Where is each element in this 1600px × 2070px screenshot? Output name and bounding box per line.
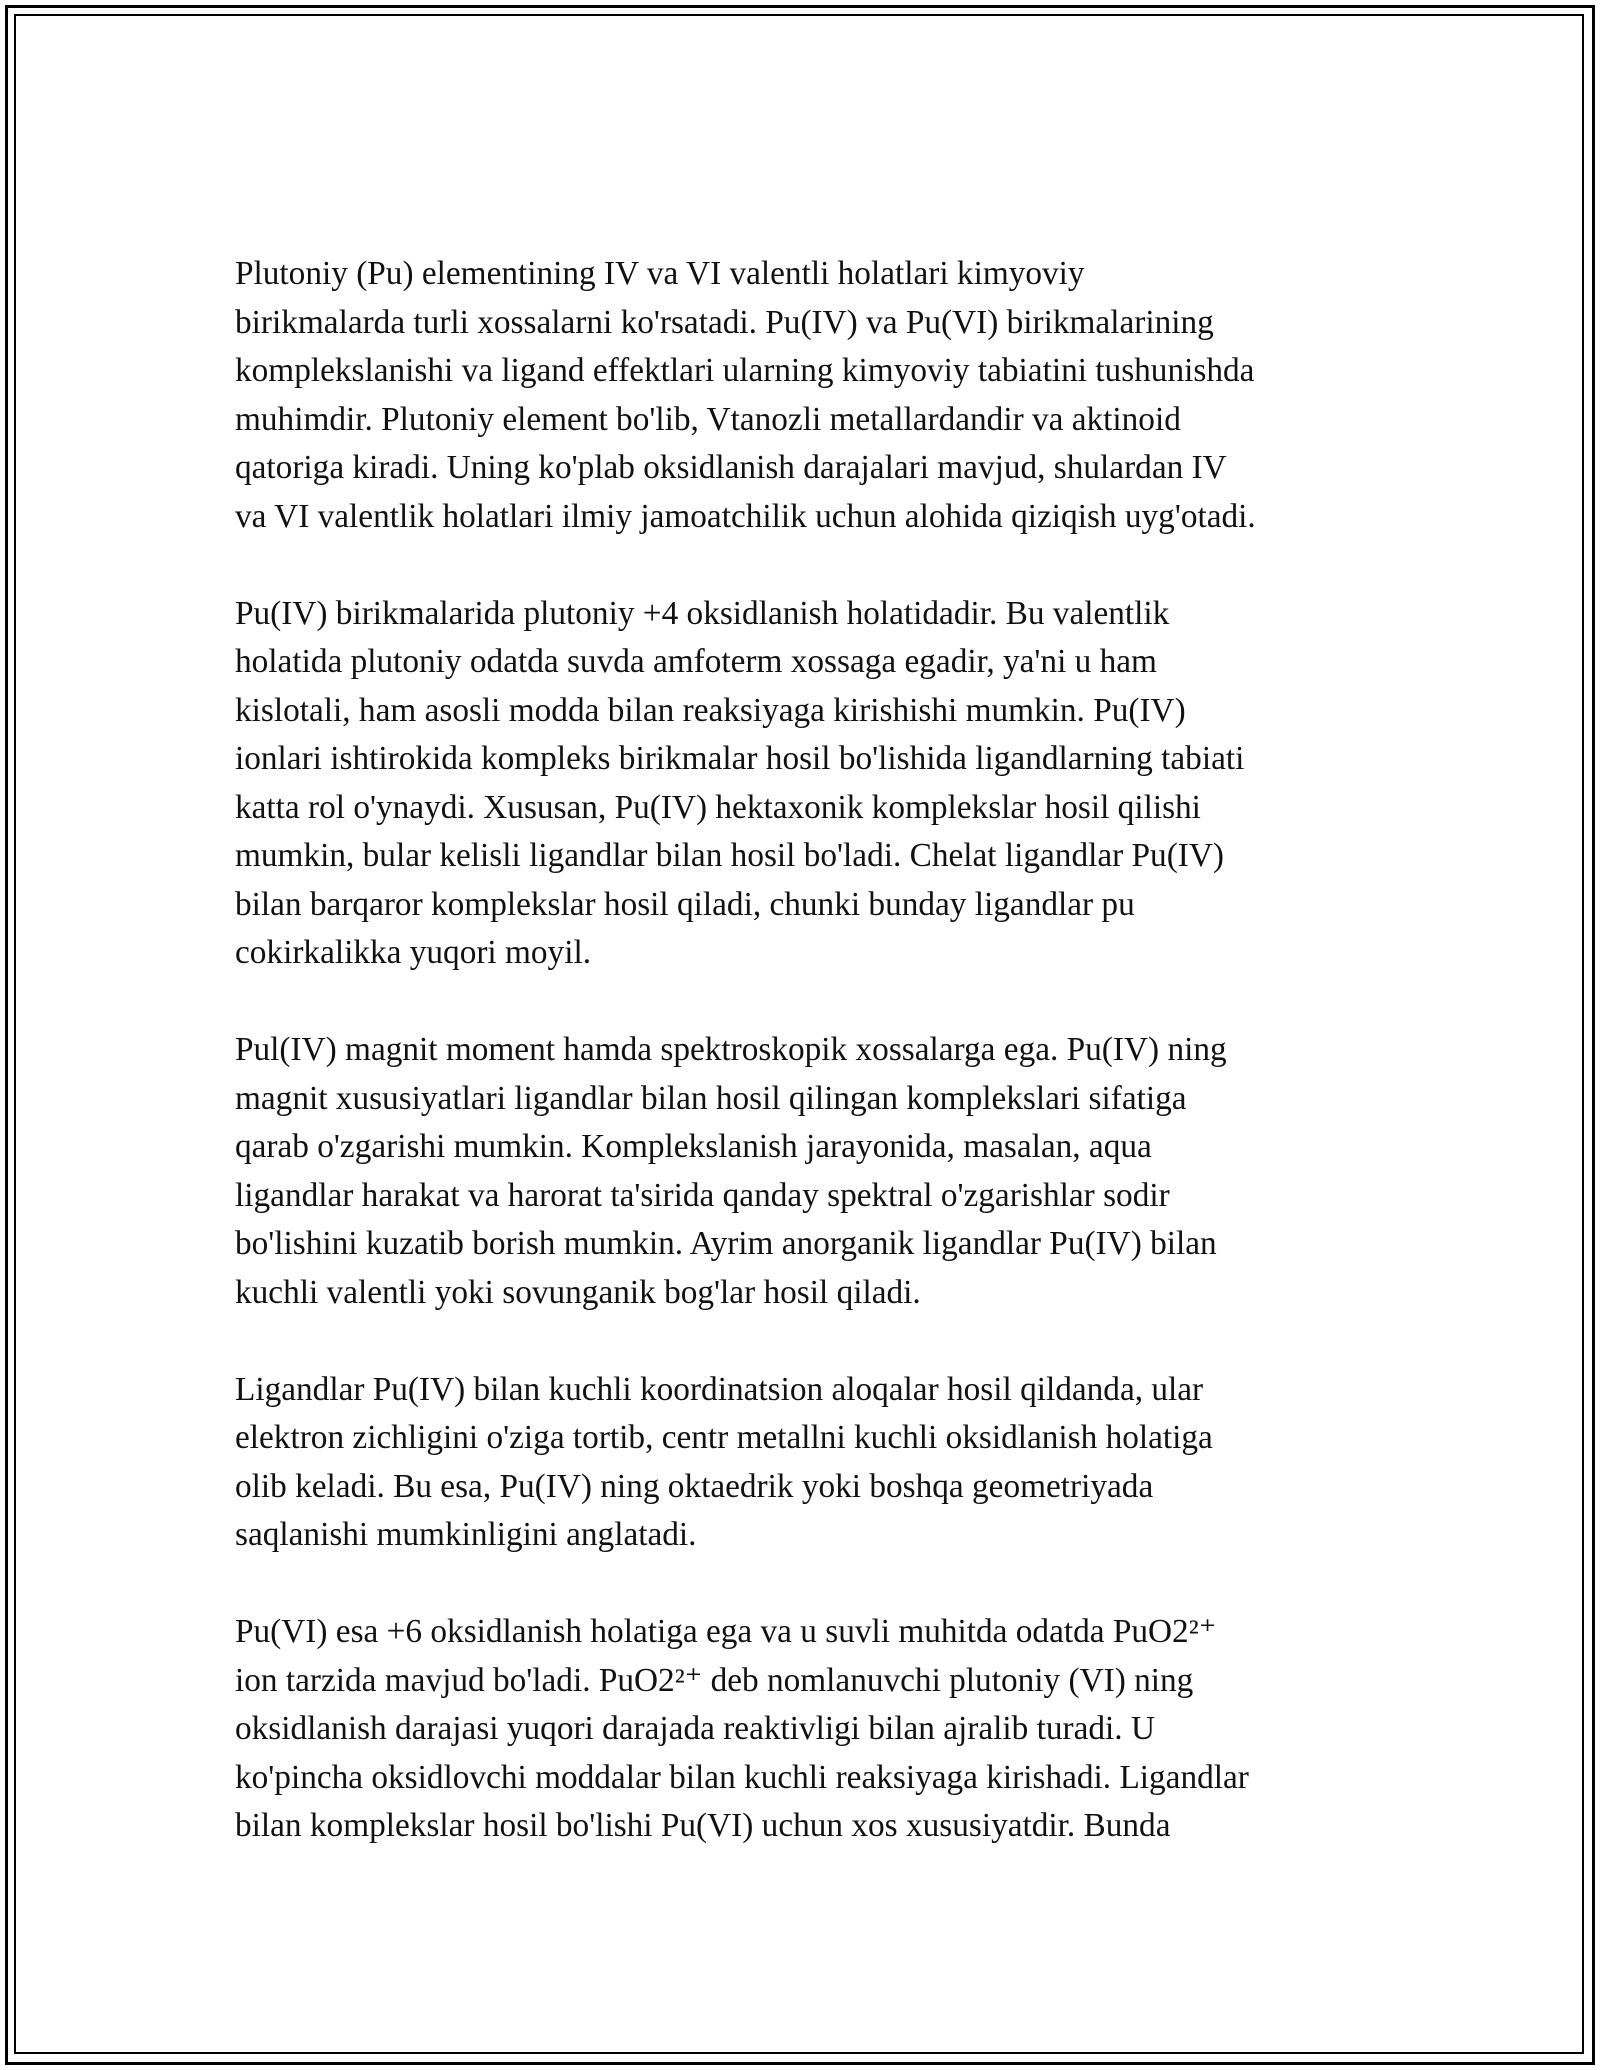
- text-line: Plutoniy (Pu) elementining IV va VI valentli holatlari kimyoviy: [235, 255, 1085, 292]
- text-line: saqlanishi mumkinligini anglatadi.: [235, 1516, 697, 1553]
- paragraph-5: [235, 1608, 1375, 1851]
- text-line: bo'lishini kuzatib borish mumkin. Ayrim anorganik ligandlar Pu(IV) bilan: [235, 1225, 1217, 1262]
- text-line: holatida plutoniy odatda suvda amfoterm xossaga egadir, ya'ni u ham: [235, 643, 1157, 680]
- text-line: oksidlanish darajasi yuqori darajada reaktivligi bilan ajralib turadi. U: [235, 1710, 1156, 1747]
- text-line: qarab o'zgarishi mumkin. Komplekslanish jarayonida, masalan, aqua: [235, 1128, 1152, 1165]
- text-line: elektron zichligini o'ziga tortib, centr metallni kuchli oksidlanish holatiga: [235, 1419, 1213, 1456]
- text-line: katta rol o'ynaydi. Xususan, Pu(IV) hektaxonik komplekslar hosil qilishi: [235, 788, 1201, 826]
- text-line: mumkin, bular kelisli ligandlar bilan hosil bo'ladi. Chelat ligandlar Pu(IV): [235, 837, 1225, 874]
- text-line: magnit xususiyatlari ligandlar bilan hosil qilingan komplekslari sifatiga: [235, 1079, 1187, 1117]
- text-line: olib keladi. Bu esa, Pu(IV) ning oktaedrik yoki boshqa geometriyada: [235, 1467, 1154, 1505]
- paragraph-3: [235, 1026, 1375, 1317]
- document-body: [235, 250, 1375, 1899]
- text-line: va VI valentlik holatlari ilmiy jamoatchilik uchun alohida qiziqish uyg'otadi.: [235, 497, 1256, 535]
- text-line: ligandlar harakat va harorat ta'sirida qanday spektral o'zgarishlar sodir: [235, 1176, 1170, 1214]
- text-line: birikmalarda turli xossalarni ko'rsatadi. Pu(IV) va Pu(VI) birikmalarining: [235, 303, 1214, 341]
- text-line: komplekslanishi va ligand effektlari ularning kimyoviy tabiatini tushunishda: [235, 352, 1255, 389]
- text-line: kuchli valentli yoki sovunganik bog'lar hosil qiladi.: [235, 1273, 921, 1311]
- text-line: ionlari ishtirokida kompleks birikmalar hosil bo'lishida ligandlarning tabiati: [235, 740, 1245, 777]
- text-line: muhimdir. Plutoniy element bo'lib, Vtanozli metallardandir va aktinoid: [235, 400, 1181, 438]
- text-line: qatoriga kiradi. Uning ko'plab oksidlanish darajalari mavjud, shulardan IV: [235, 449, 1227, 486]
- text-line: Pul(IV) magnit moment hamda spektroskopik xossalarga ega. Pu(IV) ning: [235, 1031, 1227, 1068]
- paragraph-1: [235, 250, 1375, 541]
- text-line: cokirkalikka yuqori moyil.: [235, 934, 592, 971]
- text-line: Ligandlar Pu(IV) bilan kuchli koordinatsion aloqalar hosil qildanda, ular: [235, 1370, 1204, 1408]
- text-line: kislotali, ham asosli modda bilan reaksiyaga kirishishi mumkin. Pu(IV): [235, 691, 1186, 729]
- text-line: bilan komplekslar hosil bo'lishi Pu(VI) uchun xos xususiyatdir. Bunda: [235, 1807, 1171, 1844]
- text-line: bilan barqaror komplekslar hosil qiladi, chunki bunday ligandlar pu: [235, 885, 1135, 923]
- text-line: ko'pincha oksidlovchi moddalar bilan kuchli reaksiyaga kirishadi. Ligandlar: [235, 1758, 1249, 1796]
- text-line: ion tarzida mavjud bo'ladi. PuO2²⁺ deb nomlanuvchi plutoniy (VI) ning: [235, 1661, 1194, 1699]
- paragraph-4: [235, 1366, 1375, 1560]
- text-line: Pu(VI) esa +6 oksidlanish holatiga ega va u suvli muhitda odatda PuO2²⁺: [235, 1613, 1217, 1650]
- text-line: Pu(IV) birikmalarida plutoniy +4 oksidlanish holatidadir. Bu valentlik: [235, 594, 1170, 632]
- paragraph-2: [235, 590, 1375, 978]
